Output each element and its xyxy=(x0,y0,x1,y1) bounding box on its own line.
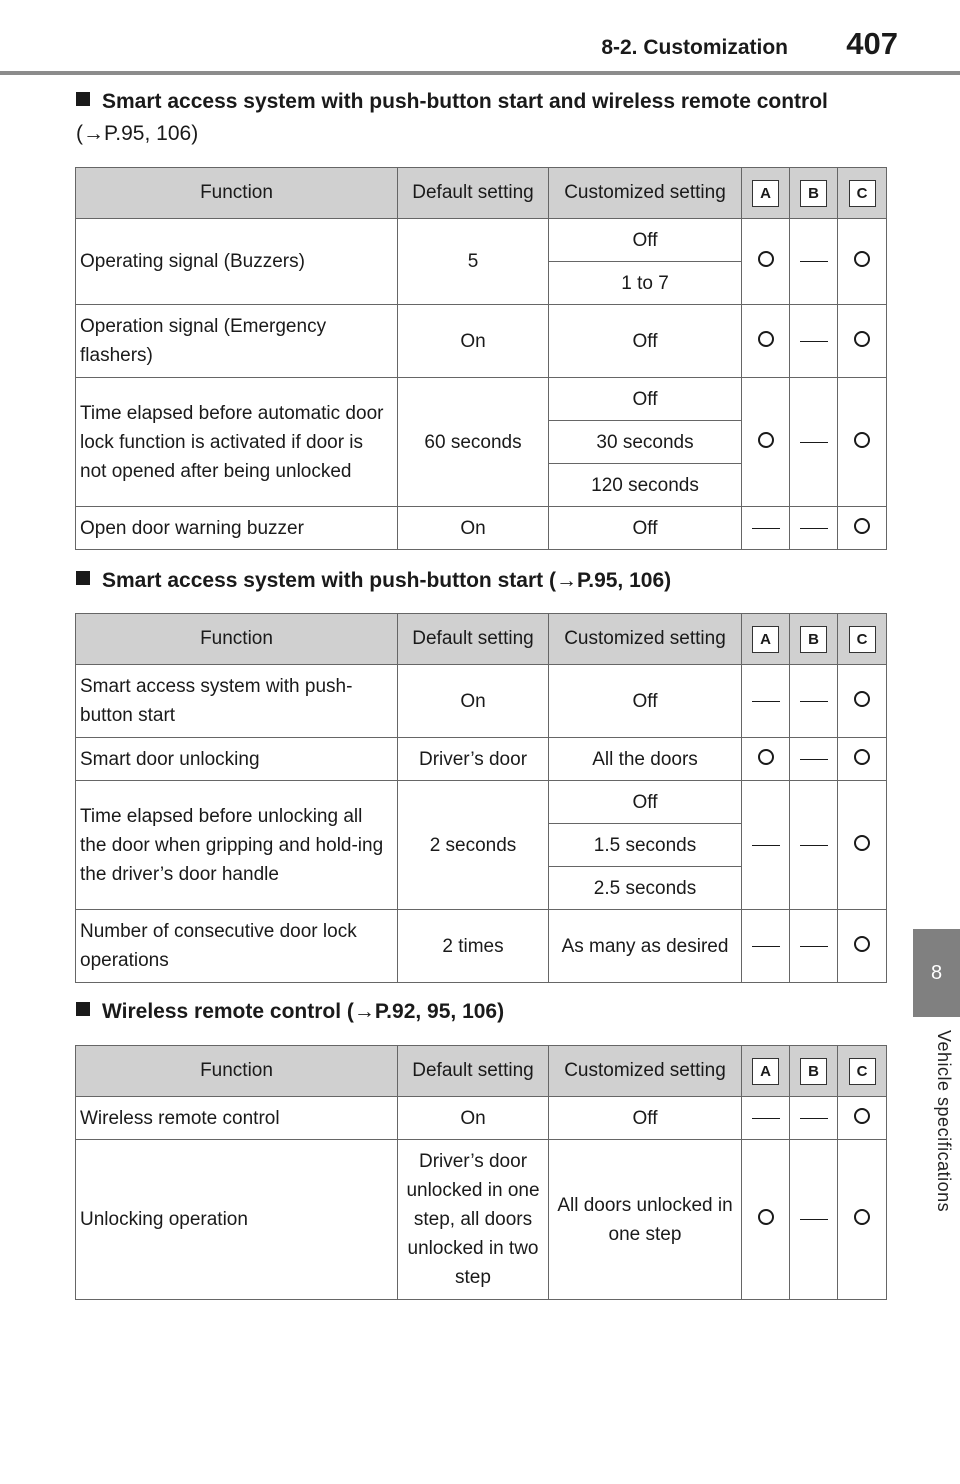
function-cell: Time elapsed before unlocking all the door when gripping and hold-ing the driver’s door handle xyxy=(76,781,398,910)
dash-mark-icon xyxy=(800,1219,828,1220)
section-ref: (→P.95, 106) xyxy=(76,122,199,145)
dash-mark-icon xyxy=(800,261,828,262)
dash-mark-icon xyxy=(800,946,828,947)
dash-mark-icon xyxy=(800,845,828,846)
function-cell: Smart door unlocking xyxy=(76,738,398,781)
dash-mark-icon xyxy=(800,442,828,443)
custom-cell: All the doors xyxy=(549,738,742,781)
circle-mark-icon xyxy=(854,518,870,534)
dash-mark-icon xyxy=(752,1118,780,1119)
circle-mark-icon xyxy=(758,1209,774,1225)
square-bullet-icon xyxy=(76,92,90,106)
dash-mark-icon xyxy=(752,845,780,846)
default-cell: 5 xyxy=(398,219,549,305)
dash-mark-icon xyxy=(752,701,780,702)
custom-cell: Off xyxy=(549,219,742,262)
default-cell: On xyxy=(398,305,549,378)
col-c-badge: C xyxy=(849,1058,876,1085)
custom-cell: 30 seconds xyxy=(549,421,742,464)
dash-mark-icon xyxy=(800,701,828,702)
custom-cell: As many as desired xyxy=(549,910,742,983)
custom-cell: Off xyxy=(549,665,742,738)
table-row xyxy=(76,219,887,262)
function-cell: Smart access system with push-button start xyxy=(76,665,398,738)
circle-mark-icon xyxy=(854,691,870,707)
header-rule xyxy=(0,71,960,75)
table-row xyxy=(76,665,887,738)
custom-cell: All doors unlocked in one step xyxy=(549,1140,742,1300)
function-cell: Number of consecutive door lock operations xyxy=(76,910,398,983)
square-bullet-icon xyxy=(76,1002,90,1016)
dash-mark-icon xyxy=(752,528,780,529)
col-a-badge: A xyxy=(752,626,779,653)
table-row xyxy=(76,738,887,781)
circle-mark-icon xyxy=(854,432,870,448)
page-header xyxy=(0,0,960,76)
function-cell: Wireless remote control xyxy=(76,1097,398,1140)
custom-cell: 1.5 seconds xyxy=(549,824,742,867)
table-row xyxy=(76,507,887,550)
circle-mark-icon xyxy=(854,331,870,347)
default-cell: On xyxy=(398,507,549,550)
col-function: Function xyxy=(76,1046,398,1097)
dash-mark-icon xyxy=(800,1118,828,1119)
circle-mark-icon xyxy=(854,1209,870,1225)
custom-cell: Off xyxy=(549,378,742,421)
default-cell: 2 times xyxy=(398,910,549,983)
col-custom: Customized setting xyxy=(549,614,742,665)
table-header-row xyxy=(76,614,887,665)
col-c-badge: C xyxy=(849,180,876,207)
section-heading-2: Smart access system with push-button start (→P.95, 106) xyxy=(76,565,671,597)
circle-mark-icon xyxy=(854,251,870,267)
function-cell: Unlocking operation xyxy=(76,1140,398,1300)
section-heading-3: Wireless remote control (→P.92, 95, 106) xyxy=(76,996,504,1028)
col-a-badge: A xyxy=(752,180,779,207)
table-row xyxy=(76,910,887,983)
custom-cell: Off xyxy=(549,781,742,824)
col-b-badge: B xyxy=(800,180,827,207)
col-custom: Customized setting xyxy=(549,168,742,219)
col-a-badge: A xyxy=(752,1058,779,1085)
table-row xyxy=(76,305,887,378)
default-cell: 60 seconds xyxy=(398,378,549,507)
page-number: 407 xyxy=(846,26,898,61)
table-row xyxy=(76,1140,887,1300)
col-b-badge: B xyxy=(800,626,827,653)
circle-mark-icon xyxy=(854,835,870,851)
table-row xyxy=(76,378,887,421)
col-function: Function xyxy=(76,168,398,219)
col-default: Default setting xyxy=(398,1046,549,1097)
circle-mark-icon xyxy=(758,251,774,267)
circle-mark-icon xyxy=(854,1108,870,1124)
dash-mark-icon xyxy=(752,946,780,947)
default-cell: On xyxy=(398,665,549,738)
default-cell: Driver’s door unlocked in one step, all doors unlocked in two step xyxy=(398,1140,549,1300)
square-bullet-icon xyxy=(76,571,90,585)
function-cell: Time elapsed before automatic door lock function is activated if door is not opened after being unlocked xyxy=(76,378,398,507)
table-header-row xyxy=(76,168,887,219)
default-cell: 2 seconds xyxy=(398,781,549,910)
circle-mark-icon xyxy=(758,749,774,765)
col-function: Function xyxy=(76,614,398,665)
default-cell: Driver’s door xyxy=(398,738,549,781)
circle-mark-icon xyxy=(854,936,870,952)
table-row xyxy=(76,781,887,824)
dash-mark-icon xyxy=(800,759,828,760)
circle-mark-icon xyxy=(854,749,870,765)
settings-table-3 xyxy=(75,1045,887,1300)
chapter-tab: 8 xyxy=(913,929,960,1017)
circle-mark-icon xyxy=(758,331,774,347)
custom-cell: 1 to 7 xyxy=(549,262,742,305)
section-heading-1: Smart access system with push-button start and wireless remote control (→P.95, 106) xyxy=(76,86,856,150)
function-cell: Operation signal (Emergency flashers) xyxy=(76,305,398,378)
settings-table-1 xyxy=(75,167,887,550)
settings-table-2 xyxy=(75,613,887,983)
chapter-label: Vehicle specifications xyxy=(934,1030,954,1213)
custom-cell: 120 seconds xyxy=(549,464,742,507)
default-cell: On xyxy=(398,1097,549,1140)
custom-cell: Off xyxy=(549,1097,742,1140)
dash-mark-icon xyxy=(800,528,828,529)
col-b-badge: B xyxy=(800,1058,827,1085)
section-title: 8-2. Customization xyxy=(601,36,788,59)
col-c-badge: C xyxy=(849,626,876,653)
circle-mark-icon xyxy=(758,432,774,448)
custom-cell: Off xyxy=(549,507,742,550)
dash-mark-icon xyxy=(800,341,828,342)
table-header-row xyxy=(76,1046,887,1097)
col-default: Default setting xyxy=(398,168,549,219)
col-default: Default setting xyxy=(398,614,549,665)
function-cell: Operating signal (Buzzers) xyxy=(76,219,398,305)
custom-cell: 2.5 seconds xyxy=(549,867,742,910)
function-cell: Open door warning buzzer xyxy=(76,507,398,550)
table-row xyxy=(76,1097,887,1140)
custom-cell: Off xyxy=(549,305,742,378)
col-custom: Customized setting xyxy=(549,1046,742,1097)
